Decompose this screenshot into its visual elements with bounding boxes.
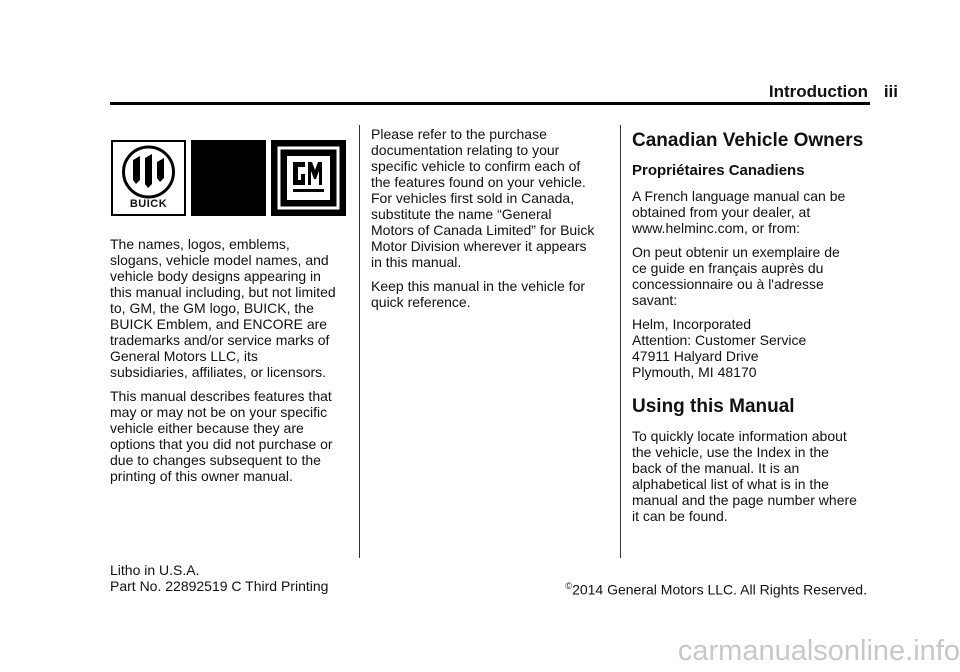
black-panel: [191, 140, 266, 216]
index-paragraph: To quickly locate information about the vehicle, use the Index in the back of the manual. It is an alphabetical list of what is in the manual and the page number where it can be found.: [632, 428, 857, 524]
french-text-paragraph: On peut obtenir un exemplaire de ce guide en français auprès du concessionnaire ou à l'adresse savant:: [632, 244, 840, 308]
copyright-symbol: ©: [565, 581, 573, 591]
keep-manual-paragraph: Keep this manual in the vehicle for quick reference.: [371, 278, 586, 310]
french-manual-paragraph: A French language manual can be obtained from your dealer, at www.helminc.com, or from:: [632, 188, 846, 236]
copyright-text: 2014 General Motors LLC. All Rights Reserved.: [572, 581, 867, 598]
column-divider: [359, 125, 360, 558]
trademark-paragraph: The names, logos, emblems, slogans, vehicle model names, and vehicle body designs appearing in this manual including, but not limited to, GM, the GM logo, BUICK, the BUICK Emblem, and ENCORE are trademarks and/or service marks of General Motors LLC, its subsidiaries, affiliates, or licensors.: [110, 236, 336, 380]
column-divider: [620, 125, 621, 558]
documentation-paragraph: Please refer to the purchase documentation relating to your specific vehicle to confirm each of the features found on your vehicle. For vehicles first sold in Canada, substitute the name “General Motors of Canada Limited” for Buick Motor Division wherever it appears in this manual.: [371, 126, 595, 270]
subheading-proprietaires: Propriétaires Canadiens: [632, 162, 805, 179]
section-heading-using-manual: Using this Manual: [632, 396, 795, 417]
buick-logo: [111, 140, 186, 216]
section-heading-canadian-owners: Canadian Vehicle Owners: [632, 130, 864, 151]
features-paragraph: This manual describes features that may or may not be on your specific vehicle either because they are options that you did not purchase or due to changes subsequent to the printing of this owner manual.: [110, 388, 333, 484]
page-number: iii: [883, 82, 898, 101]
footer-copyright: [565, 578, 867, 598]
gm-logo-icon: [271, 140, 346, 216]
middle-column: [371, 126, 609, 318]
helm-address: Helm, Incorporated Attention: Customer Service 47911 Halyard Drive Plymouth, MI 48170: [632, 316, 807, 380]
right-column: [632, 130, 872, 532]
left-column: [110, 236, 350, 492]
header-rule: [110, 102, 870, 105]
header-title: Introduction: [768, 82, 868, 101]
buick-shield-icon: [113, 144, 184, 200]
gm-logo: [271, 140, 346, 216]
footer-part-number: Litho in U.S.A. Part No. 22892519 C Third Printing: [110, 562, 329, 594]
watermark: carmanualsonline.info: [677, 635, 960, 667]
brand-logos: [111, 140, 346, 216]
buick-wordmark: BUICK: [129, 198, 168, 210]
